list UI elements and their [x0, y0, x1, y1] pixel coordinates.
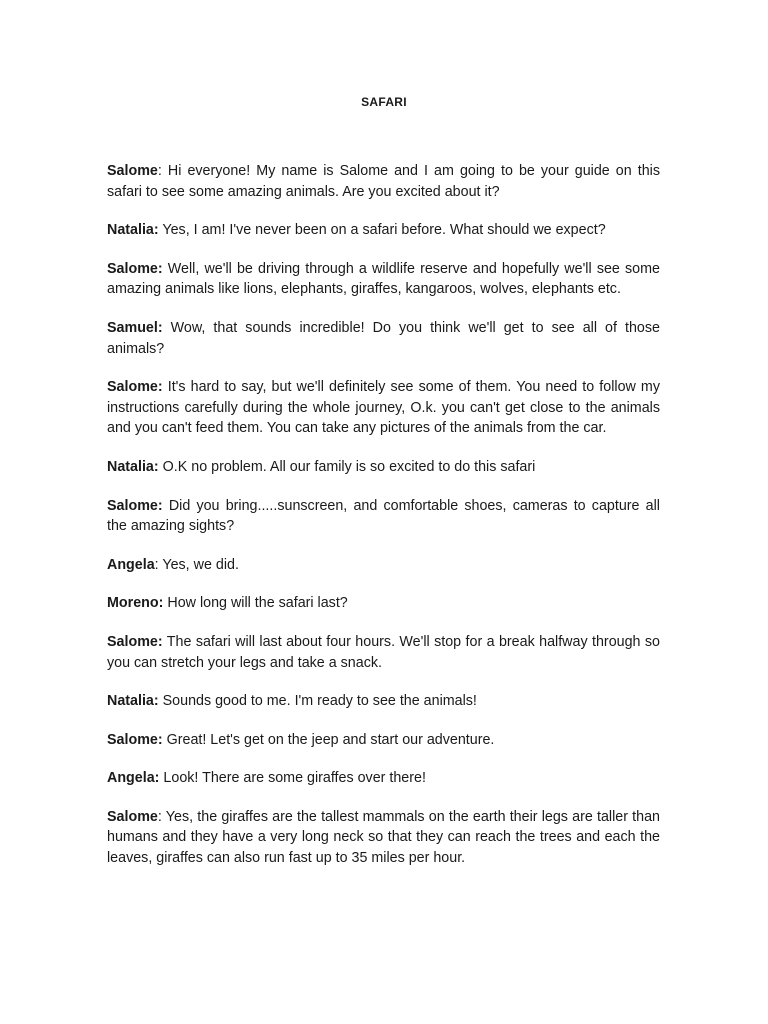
dialogue-line	[107, 691, 660, 712]
separator: :	[154, 556, 163, 573]
separator: :	[157, 163, 168, 179]
dialogue-text: Yes, we did.	[162, 556, 239, 573]
dialogue-text: The safari will last about four hours. We'll stop for a break halfway through so you can stretch your legs and take a snack.	[107, 633, 661, 671]
dialogue-line	[107, 457, 660, 478]
dialogue-text: Sounds good to me. I'm ready to see the animals!	[162, 693, 477, 710]
speaker-name: Salome	[107, 808, 158, 825]
dialogue-text: Yes, the giraffes are the tallest mammals on the earth their legs are taller than humans and they have a very long neck so that they can reach the trees and each the leaves, giraffes can also run fast up to 35 miles per hour.	[107, 808, 661, 867]
speaker-name: Salome:	[107, 731, 163, 748]
speaker-name: Angela	[107, 556, 155, 573]
speaker-name: Samuel:	[107, 319, 163, 336]
dialogue-text: It's hard to say, but we'll definitely see some of them. You need to follow my instructions carefully during the whole journey, O.k. you can't get close to the animals and you can't feed them. You can take any pictures of the animals from the car.	[107, 379, 660, 437]
speaker-name: Salome:	[107, 633, 163, 650]
speaker-name: Natalia:	[107, 458, 159, 475]
speaker-name: Salome:	[107, 379, 163, 396]
dialogue-line	[107, 318, 660, 359]
dialogue-line	[107, 768, 660, 789]
speaker-name: Salome:	[107, 497, 163, 514]
dialogue-text: Great! Let's get on the jeep and start our adventure.	[166, 731, 495, 748]
dialogue-text: O.K no problem. All our family is so excited to do this safari	[162, 458, 536, 475]
dialogue-body	[107, 161, 660, 887]
dialogue-text: Well, we'll be driving through a wildlife reserve and hopefully we'll see some amazing animals like lions, elephants, giraffes, kangaroos, wolves, elephants etc.	[107, 260, 660, 298]
dialogue-line	[107, 259, 660, 300]
separator	[163, 320, 171, 336]
dialogue-line	[107, 555, 660, 576]
dialogue-text: Wow, that sounds incredible! Do you think we'll get to see all of those animals?	[107, 319, 660, 357]
speaker-name: Natalia:	[107, 222, 159, 239]
speaker-name: Angela:	[107, 770, 160, 787]
speaker-name: Natalia:	[107, 693, 159, 710]
dialogue-text: How long will the safari last?	[167, 595, 348, 612]
dialogue-line	[107, 161, 660, 202]
separator: :	[157, 808, 166, 825]
speaker-name: Salome:	[107, 260, 163, 277]
dialogue-line	[107, 807, 660, 869]
dialogue-line	[107, 593, 660, 614]
dialogue-text: Yes, I am! I've never been on a safari before. What should we expect?	[162, 222, 606, 239]
dialogue-text: Did you bring.....sunscreen, and comfortable shoes, cameras to capture all the amazing sights?	[107, 497, 660, 535]
speaker-name: Moreno:	[107, 595, 164, 612]
dialogue-line	[107, 220, 660, 241]
dialogue-line	[107, 632, 660, 673]
dialogue-line	[107, 496, 660, 537]
dialogue-line	[107, 730, 660, 751]
dialogue-text: Look! There are some giraffes over there!	[163, 770, 426, 787]
dialogue-line	[107, 377, 660, 439]
speaker-name: Salome	[107, 163, 158, 179]
document-title: SAFARI	[361, 95, 407, 109]
dialogue-text: Hi everyone! My name is Salome and I am going to be your guide on this safari to see some amazing animals. Are you excited about it?	[107, 163, 660, 200]
